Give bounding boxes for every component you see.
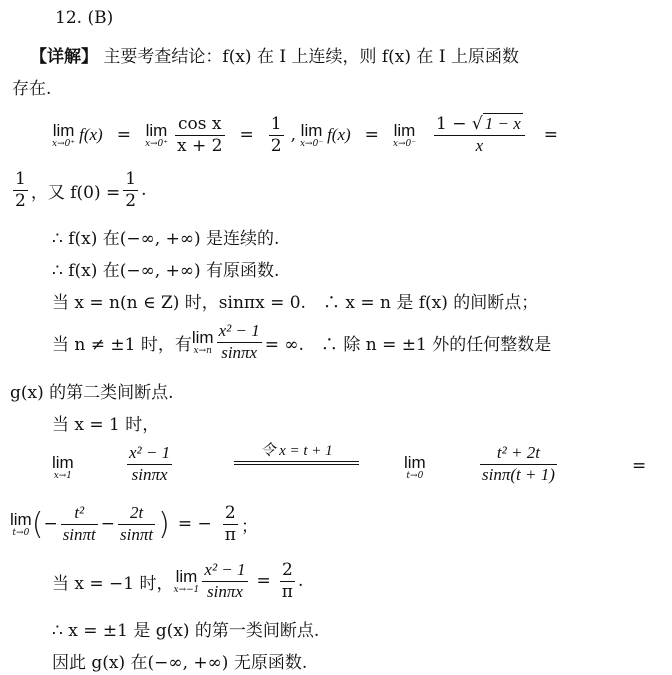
n-fraction: $\frac{\text{x² − 1}}{\sin\pi x}$ [218,320,260,362]
second-kind-line: g(x) 的第二类间断点. [10,383,174,403]
lim-t0: lim t→0 [404,453,426,481]
right-paren: ) [158,506,170,542]
eq-3: = [364,125,379,145]
comma: , [290,125,296,145]
t-sq-fraction: $\frac{\text{t²}}{\sin\pi t}$ [62,502,96,544]
half-fraction-2: $\frac{1}{2}$ [15,168,26,211]
half-fraction-3: $\frac{1}{2}$ [125,168,137,211]
n-ne-post: = ∞. ∴ 除 n = ±1 外的任何整数是 [264,334,552,355]
fx-2: f(x) [327,125,351,144]
cos-fraction: $\frac{\text{cos x}}{x + 2}$ [177,113,223,156]
first-kind-line: ∴ x = ±1 是 g(x) 的第一类间断点. [52,621,320,641]
2t-fraction: $\frac{2t}{\sin\pi t}$ [120,502,154,544]
continuous-line: ∴ f(x) 在(−∞, +∞) 是连续的. [52,229,280,249]
xm1-end: . [297,571,304,591]
f0-text: ，又 f(0) = [30,182,121,203]
f0-line [10,166,672,214]
xm1-pre: 当 x = −1 时， [52,573,174,594]
lim-right: lim x→0⁺ [52,120,76,149]
n-ne-pre: 当 n ≠ ±1 时，有 [52,334,192,355]
eq-2: = [239,125,254,145]
conclusion-line: 因此 g(x) 在(−∞, +∞) 无原函数. [52,653,308,673]
t-end: ； [240,516,258,537]
fx-1: f(x) [79,125,103,144]
lim-right-2: lim x→0⁺ [144,120,169,149]
xm1-result-fraction: $\frac{2}{\pi}$ [281,559,293,602]
n-not-pm1-line [52,318,672,366]
explanation-label: 【详解】 [30,47,98,67]
x1-line: 当 x = 1 时， [52,415,160,435]
t-limit-line: lim t→0 ( − $\frac{\text{t²}}{\sin\pi t}$ − $\frac{2t}{\sin\pi t}$ ) = − $\frac{2}{\pi}$ ； [10,502,258,545]
substitution-line [52,440,672,492]
t-result-fraction: $\frac{2}{\pi}$ [224,502,236,545]
lim-t: lim t→0 [10,509,32,538]
primitive-line: ∴ f(x) 在(−∞, +∞) 有原函数. [52,261,280,281]
xm1-fraction: $\frac{\text{x² − 1}}{\sin\pi x}$ [204,559,246,601]
t-fraction: $\frac{\text{t² + 2t}}{\sin\pi(t + 1)}$ [482,443,555,484]
half-fraction: $\frac{1}{2}$ [270,113,282,156]
eq-4: = [543,125,559,145]
limits-line [52,110,672,160]
sqrt-fraction: $\frac{1 - √ 1 - x}{x}$ [434,115,525,155]
lim-x1: lim x→1 [52,453,74,481]
lim-n: lim x→n [191,327,214,356]
when-n-line: 当 x = n(n ∈ Z) 时，sinπx = 0. ∴ x = n 是 f(x) 的间断点； [52,293,539,313]
lim-left: lim x→0⁻ [299,120,324,149]
problem-number: 12. (B) [55,8,114,28]
eq-sub: = [632,456,647,476]
lim-xm1: lim x→−1 [173,566,200,595]
f0-end: . [141,180,147,200]
x1-fraction: $\frac{\text{x² − 1}}{\sin\pi x}$ [129,443,171,484]
eq-1: = [116,125,131,145]
xm1-line: 当 x = −1 时， lim x→−1 $\frac{\text{x² − 1}}{\sin\pi x}$ = $\frac{2}{\pi}$ . [52,559,304,602]
substitution-arrow: 令 x = t + 1 [234,444,359,465]
intro-text: 主要考查结论：f(x) 在 I 上连续，则 f(x) 在 I 上原函数 [103,47,519,67]
intro-line-1 [30,42,672,67]
intro-line-2: 存在. [12,79,52,99]
lim-left-2: lim x→0⁻ [392,120,417,149]
left-paren: ( [31,506,44,542]
